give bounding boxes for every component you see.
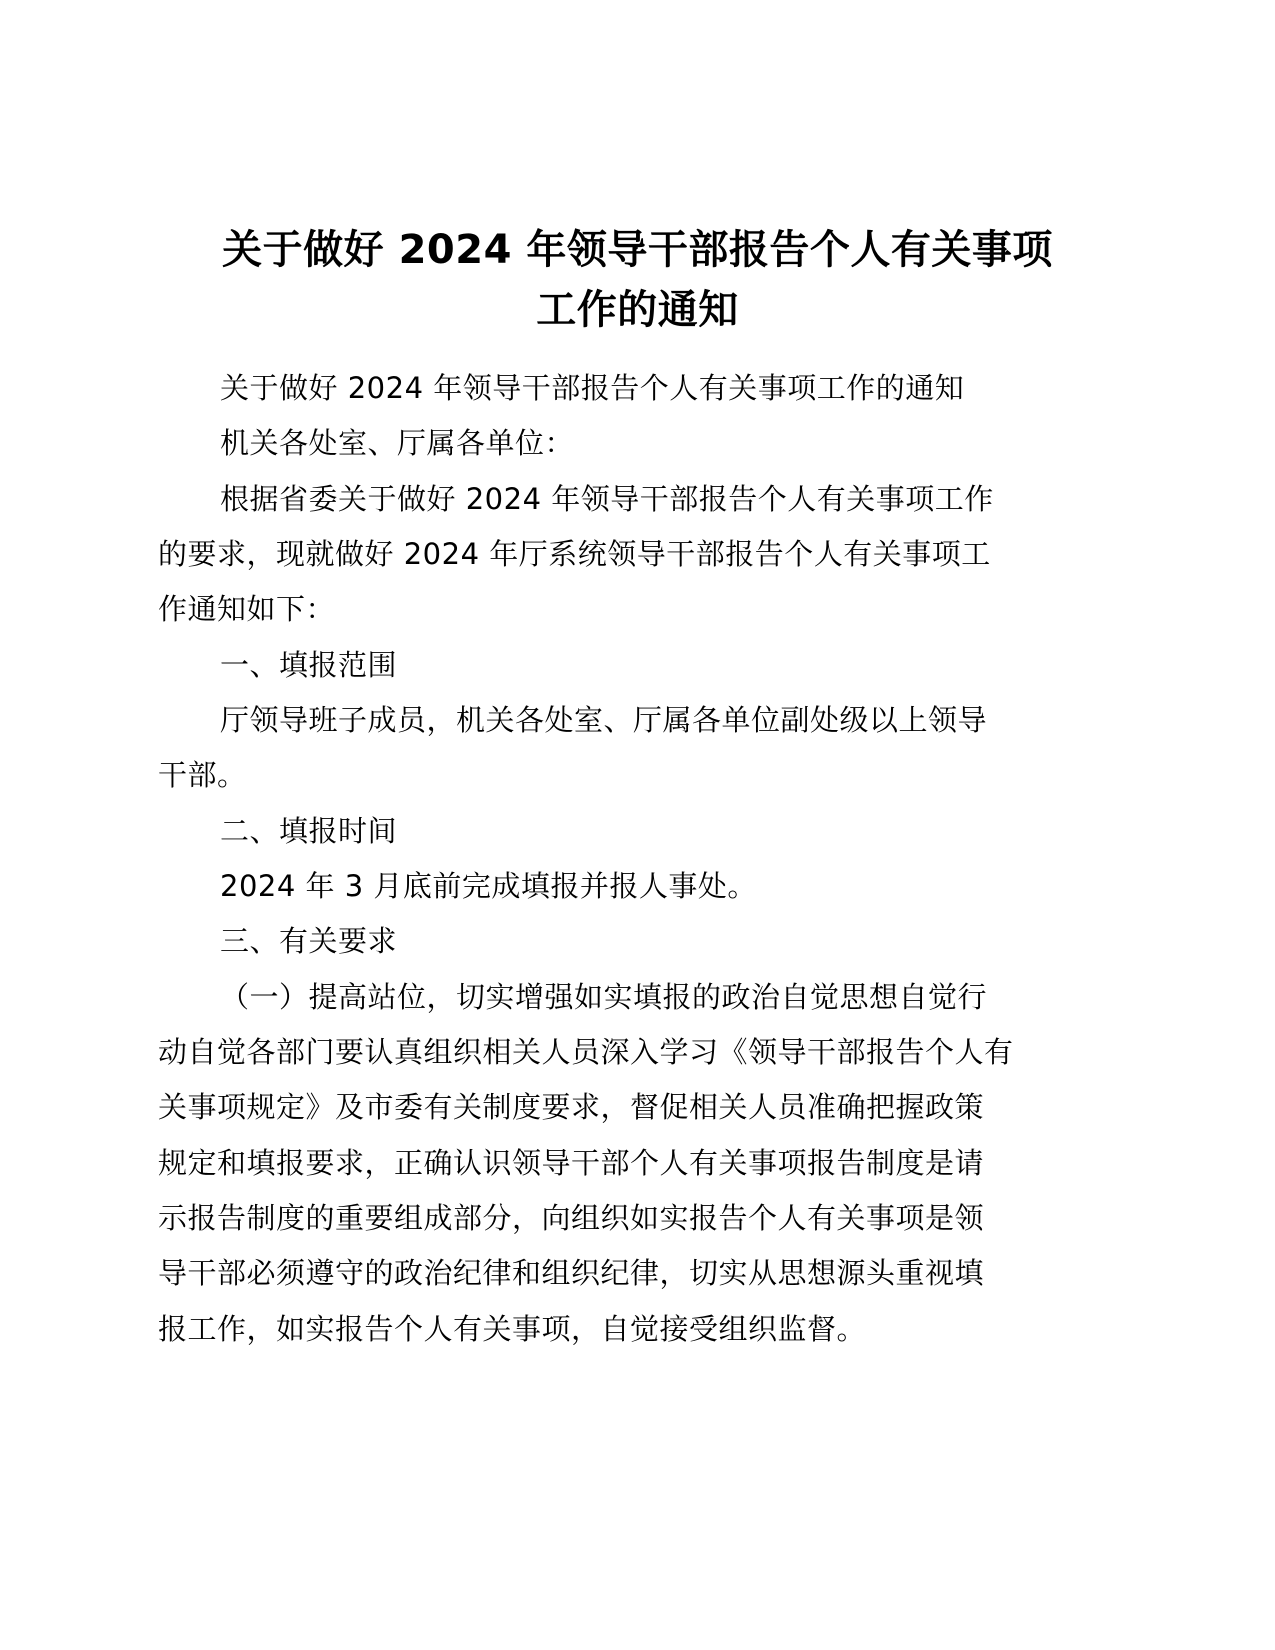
section-3-heading: 三、有关要求 [220, 924, 398, 958]
section-3-item-1-line-1: （一）提高站位，切实增强如实填报的政治自觉思想自觉行 [220, 980, 988, 1014]
document-title-line-2: 工作的通知 [536, 287, 739, 333]
section-3-item-1-line-7: 报工作，如实报告个人有关事项，自觉接受组织监督。 [158, 1312, 867, 1346]
section-2-heading: 二、填报时间 [220, 814, 398, 848]
section-3-item-1-line-2: 动自觉各部门要认真组织相关人员深入学习《领导干部报告个人有 [158, 1035, 1014, 1069]
section-2-body: 2024 年 3 月底前完成填报并报人事处。 [220, 869, 757, 903]
section-3-item-1-line-5: 示报告制度的重要组成部分，向组织如实报告个人有关事项是领 [158, 1201, 985, 1235]
section-3-item-1-line-3: 关事项规定》及市委有关制度要求，督促相关人员准确把握政策 [158, 1090, 985, 1124]
document-title-line-1: 关于做好 2024 年领导干部报告个人有关事项 [222, 227, 1053, 273]
intro-line-3: 作通知如下： [158, 592, 336, 626]
section-3-item-1-line-4: 规定和填报要求，正确认识领导干部个人有关事项报告制度是请 [158, 1146, 985, 1180]
section-1-heading: 一、填报范围 [220, 648, 398, 682]
addressee: 机关各处室、厅属各单位： [220, 426, 575, 460]
intro-line-1: 根据省委关于做好 2024 年领导干部报告个人有关事项工作 [220, 482, 994, 516]
section-1-body-line-1: 厅领导班子成员，机关各处室、厅属各单位副处级以上领导 [220, 703, 988, 737]
section-3-item-1-line-6: 导干部必须遵守的政治纪律和组织纪律，切实从思想源头重视填 [158, 1256, 985, 1290]
section-1-body-line-2: 干部。 [158, 758, 247, 792]
intro-line-2: 的要求，现就做好 2024 年厅系统领导干部报告个人有关事项工 [158, 537, 991, 571]
subject-line: 关于做好 2024 年领导干部报告个人有关事项工作的通知 [220, 371, 965, 405]
